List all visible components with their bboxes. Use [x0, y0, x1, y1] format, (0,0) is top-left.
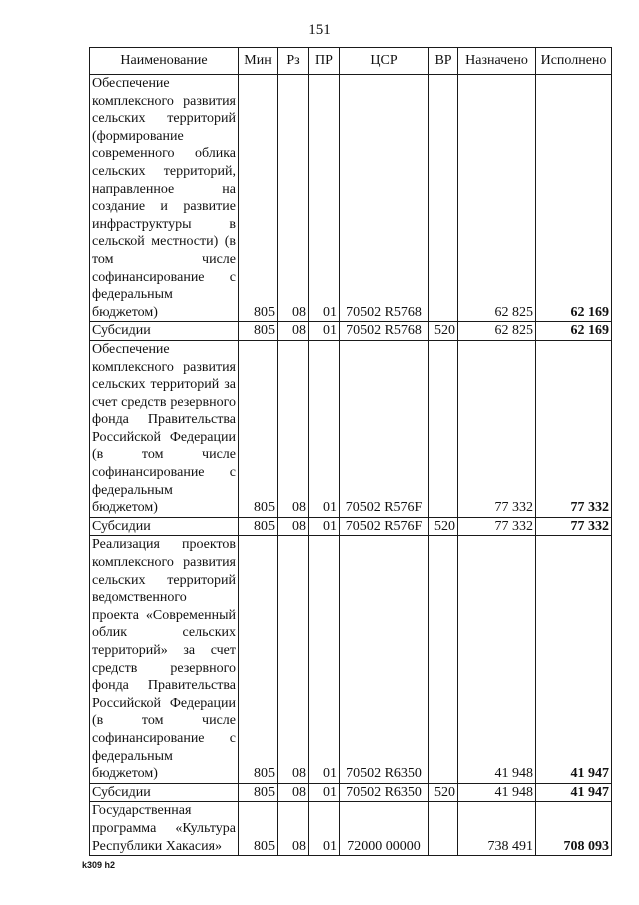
- header-name: Наименование: [90, 48, 239, 75]
- header-pr: ПР: [309, 48, 340, 75]
- row-name: Субсидии: [90, 322, 239, 341]
- row-executed: 708 093: [536, 802, 612, 856]
- row-min: 805: [239, 340, 278, 517]
- table-row: [90, 75, 612, 322]
- row-min: 805: [239, 536, 278, 783]
- header-min: Мин: [239, 48, 278, 75]
- table-header-row: [90, 48, 612, 75]
- row-min: 805: [239, 802, 278, 856]
- header-rz: Рз: [278, 48, 309, 75]
- row-executed: 62 169: [536, 75, 612, 322]
- row-pr: 01: [309, 783, 340, 802]
- row-pr: 01: [309, 75, 340, 322]
- page-number: 151: [308, 22, 331, 38]
- row-min: 805: [239, 75, 278, 322]
- row-vr: [429, 75, 458, 322]
- row-min: 805: [239, 322, 278, 341]
- row-pr: 01: [309, 802, 340, 856]
- row-rz: 08: [278, 517, 309, 536]
- row-executed: 62 169: [536, 322, 612, 341]
- row-pr: 01: [309, 322, 340, 341]
- row-pr: 01: [309, 536, 340, 783]
- header-csr: ЦСР: [340, 48, 429, 75]
- row-rz: 08: [278, 802, 309, 856]
- row-name: Реализация проектов комплексного развития сельских территорий ведомственного проекта «Современный облик сельских территорий» за счет средств резервного фонда Правительства Российской Федерации (в том числе софинансирование с федеральным бюджетом): [90, 536, 239, 783]
- table-row: [90, 783, 612, 802]
- table-row: [90, 536, 612, 783]
- row-assigned: 62 825: [458, 75, 536, 322]
- table-row: [90, 802, 612, 856]
- row-assigned: 41 948: [458, 783, 536, 802]
- row-name: Обеспечение комплексного развития сельских территорий (формирование современного облика сельских территорий, направленное на создание и развитие инфраструктуры в сельской местности) (в том числе софинансирование с федеральным бюджетом): [90, 75, 239, 322]
- row-executed: 77 332: [536, 517, 612, 536]
- budget-table: [89, 47, 612, 856]
- row-rz: 08: [278, 536, 309, 783]
- row-csr: 70502 R5768: [340, 75, 429, 322]
- row-name: Субсидии: [90, 517, 239, 536]
- row-assigned: 41 948: [458, 536, 536, 783]
- row-csr: 70502 R6350: [340, 783, 429, 802]
- row-rz: 08: [278, 322, 309, 341]
- footer-code: k309 h2: [82, 860, 116, 870]
- row-rz: 08: [278, 75, 309, 322]
- header-assigned: Назначено: [458, 48, 536, 75]
- row-assigned: 77 332: [458, 517, 536, 536]
- header-executed: Исполнено: [536, 48, 612, 75]
- row-vr: [429, 802, 458, 856]
- row-vr: 520: [429, 322, 458, 341]
- row-min: 805: [239, 517, 278, 536]
- row-assigned: 62 825: [458, 322, 536, 341]
- row-vr: [429, 340, 458, 517]
- row-vr: [429, 536, 458, 783]
- row-rz: 08: [278, 340, 309, 517]
- table-row: [90, 322, 612, 341]
- row-csr: 70502 R5768: [340, 322, 429, 341]
- row-vr: 520: [429, 783, 458, 802]
- row-pr: 01: [309, 517, 340, 536]
- row-executed: 77 332: [536, 340, 612, 517]
- row-rz: 08: [278, 783, 309, 802]
- row-assigned: 738 491: [458, 802, 536, 856]
- row-pr: 01: [309, 340, 340, 517]
- row-name: Субсидии: [90, 783, 239, 802]
- row-csr: 70502 R6350: [340, 536, 429, 783]
- row-min: 805: [239, 783, 278, 802]
- table-row: [90, 340, 612, 517]
- row-csr: 70502 R576F: [340, 517, 429, 536]
- row-executed: 41 947: [536, 783, 612, 802]
- row-assigned: 77 332: [458, 340, 536, 517]
- table-row: [90, 517, 612, 536]
- row-csr: 70502 R576F: [340, 340, 429, 517]
- header-vr: ВР: [429, 48, 458, 75]
- row-vr: 520: [429, 517, 458, 536]
- row-name: Государственная программа «Культура Республики Хакасия»: [90, 802, 239, 856]
- row-name: Обеспечение комплексного развития сельских территорий за счет средств резервного фонда Правительства Российской Федерации (в том числе софинансирование с федеральным бюджетом): [90, 340, 239, 517]
- row-csr: 72000 00000: [340, 802, 429, 856]
- row-executed: 41 947: [536, 536, 612, 783]
